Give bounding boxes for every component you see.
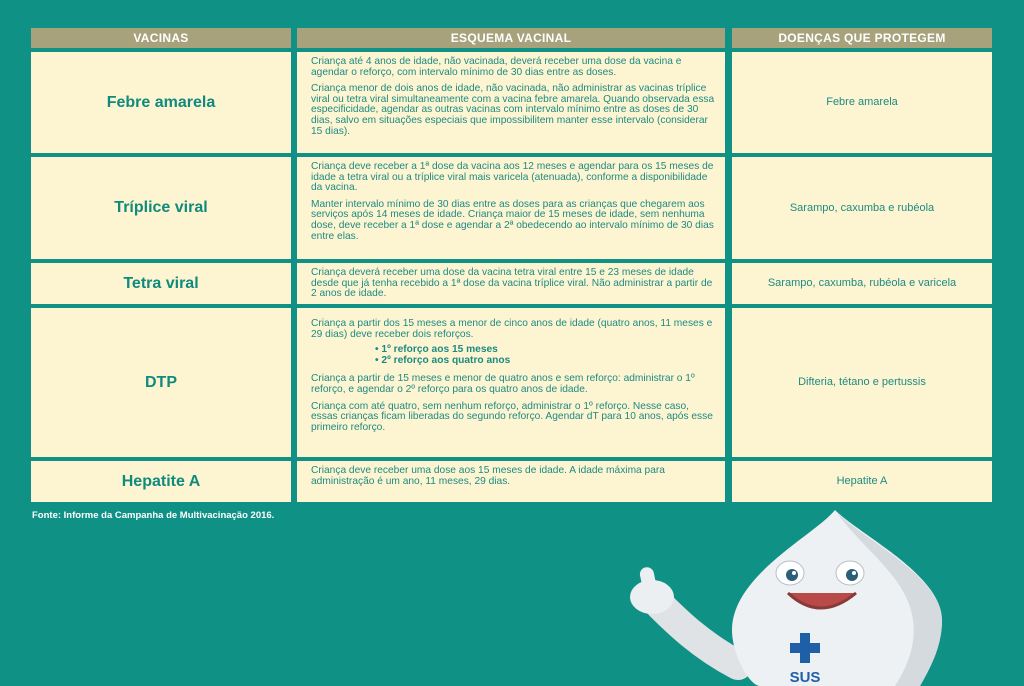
vaccine-name-dtp: DTP [31,308,291,457]
mascot-drop-illustration [620,505,950,686]
schedule-paragraph: Criança a partir de 15 meses e menor de quatro anos e sem reforço: administrar o 1º reforço, e agendar o 2º reforço para os quatro anos de idade. [311,373,695,395]
vaccine-name-tetra-viral: Tetra viral [31,263,291,304]
source-note: Fonte: Informe da Campanha de Multivacinação 2016. [32,510,275,521]
schedule-paragraph: Criança até 4 anos de idade, não vacinada, deverá receber uma dose da vacina e agendar o reforço, com intervalo mínimo de 30 dias entre as doses. [311,56,682,78]
schedule-paragraph: Criança deve receber a 1ª dose da vacina aos 12 meses e agendar para os 15 meses de idade a tetra viral ou a tríplice viral mais varicela (atenuada), conforme a disponibilidade da vacina. [311,161,714,194]
schedule-tetra-viral [297,263,725,304]
schedule-triplice-viral [297,157,725,259]
schedule-hepatite-a [297,461,725,502]
booster-list [311,345,715,366]
header-diseases: DOENÇAS QUE PROTEGEM [732,28,992,48]
schedule-febre-amarela [297,52,725,153]
schedule-paragraph: Criança deve receber uma dose aos 15 meses de idade. A idade máxima para administração é um ano, 11 meses, 29 dias. [311,465,665,487]
schedule-paragraph: Criança a partir dos 15 meses a menor de cinco anos de idade (quatro anos, 11 meses e 29 dias) deve receber dois reforços. [311,318,713,340]
schedule-paragraph: Criança deverá receber uma dose da vacina tetra viral entre 15 e 23 meses de idade desde que já tenha recebido a 1ª dose da vacina tríplice viral. Não administrar a partir de 2 anos de idade. [311,267,713,300]
vaccine-name-febre-amarela: Febre amarela [31,52,291,153]
schedule-paragraph: Manter intervalo mínimo de 30 dias entre as doses para as crianças que chegarem aos serviços após 14 meses de idade. Criança maior de 15 meses de idade, sem nenhuma dose, deve receber a 1ª dose e agendar a 2ª obedecendo ao intervalo mínimo de 30 dias entre elas. [311,198,714,242]
diseases-triplice-viral: Sarampo, caxumba e rubéola [732,157,992,259]
schedule-paragraph: Criança menor de dois anos de idade, não vacinada, não administrar as vacinas tríplice viral ou tetra viral simultaneamente com a vacina febre amarela. Quando observada essa especificidade, agendar as outras vacinas com intervalo mínimo entre as doses de 30 dias, salvo em situações especiais que impossibilitem manter esse intervalo (considerar 15 dias). [311,83,715,137]
diseases-febre-amarela: Febre amarela [732,52,992,153]
booster-item: • 1º reforço aos 15 meses [375,345,715,356]
schedule-dtp [297,308,725,457]
booster-item: • 2º reforço aos quatro anos [375,356,715,367]
diseases-tetra-viral: Sarampo, caxumba, rubéola e varicela [732,263,992,304]
sus-badge-text: SUS [789,669,821,686]
header-vaccines: VACINAS [31,28,291,48]
diseases-hepatite-a: Hepatite A [732,461,992,502]
header-schedule: ESQUEMA VACINAL [297,28,725,48]
vaccine-name-triplice-viral: Tríplice viral [31,157,291,259]
diseases-dtp: Difteria, tétano e pertussis [732,308,992,457]
schedule-paragraph: Criança com até quatro, sem nenhum reforço, administrar o 1º reforço. Nesse caso, essas crianças ficam liberadas do segundo reforço. Agendar dT para 10 anos, após esse primeiro reforço. [311,400,713,433]
vaccine-name-hepatite-a: Hepatite A [31,461,291,502]
